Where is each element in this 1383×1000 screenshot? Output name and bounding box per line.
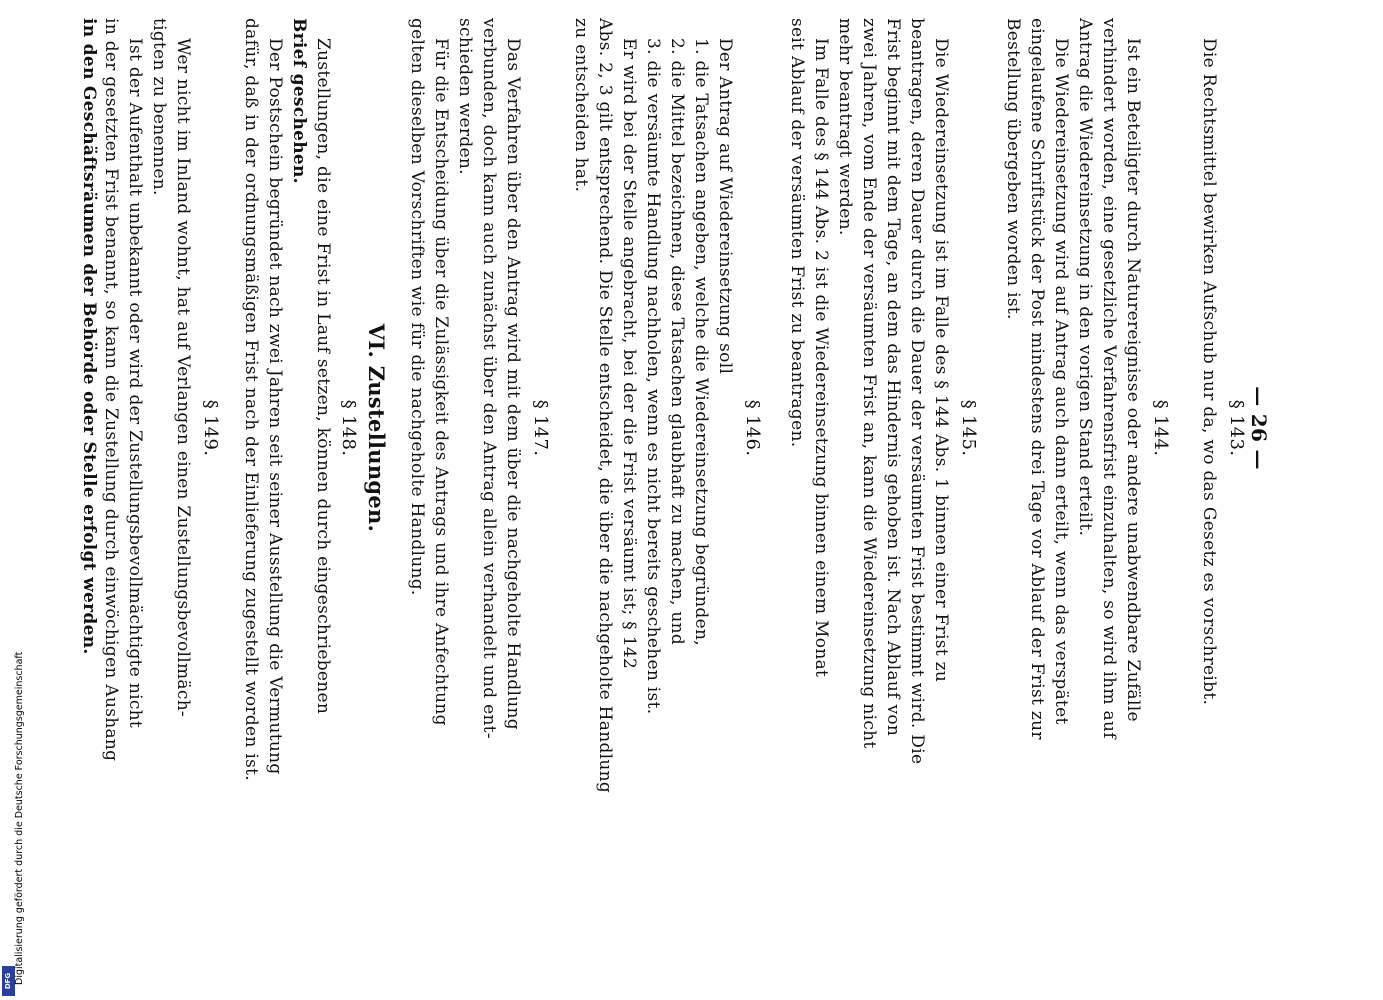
text-line: Abs. 2, 3 gilt entsprechend. Die Stelle entscheidet, die über die nachgeholte Handlung	[595, 18, 615, 794]
text-line: Zustellungen, die eine Frist in Lauf setzen, können durch eingeschriebenen	[313, 38, 333, 715]
footer-credit: Digitalisierung gefördert durch die Deutsche Forschungsgemeinschaft	[14, 651, 25, 985]
section-heading: § 148.	[338, 399, 359, 457]
section-heading: § 143.	[1226, 399, 1247, 457]
text-line: verhindert worden, eine gesetzliche Verfahrensfrist einzuhalten, so wird ihm auf	[1099, 18, 1119, 739]
text-line: Die Wiedereinsetzung ist im Falle des § 144 Abs. 1 binnen einer Frist zu	[931, 38, 951, 683]
text-line: dafür, daß in der ordnungsmäßigen Frist nach der Einlieferung zugestellt worden ist.	[241, 18, 261, 781]
text-line: Bestellung übergeben worden ist.	[1003, 18, 1023, 320]
text-line: zu entscheiden hat.	[571, 18, 591, 193]
text-line: beantragen, deren Dauer durch die Dauer der versäumten Frist bestimmt wird. Die	[907, 18, 927, 765]
text-line: Der Antrag auf Wiedereinsetzung soll	[715, 38, 735, 375]
text-line: Ist ein Beteiligter durch Naturereignisse oder andere unabwendbare Zufälle	[1123, 38, 1143, 722]
text-line: mehr beantragt werden.	[835, 18, 855, 236]
text-line: Das Verfahren über den Antrag wird mit dem über die nachgeholte Handlung	[503, 38, 523, 730]
text-line: Die Wiedereinsetzung wird auf Antrag auch dann erteilt, wenn das verspätet	[1051, 38, 1071, 725]
text-line: Frist beginnt mit dem Tage, an dem das Hindernis gehoben ist. Nach Ablauf von	[883, 18, 903, 737]
section-heading: § 149.	[200, 399, 221, 457]
text-line: Für die Entscheidung über die Zulässigkeit des Antrags und ihre Anfechtung	[431, 38, 451, 726]
text-line: 3. die versäumte Handlung nachholen, wenn es nicht bereits geschehen ist.	[643, 38, 663, 715]
section-heading: § 144.	[1150, 399, 1171, 457]
text-line: Brief geschehen.	[289, 18, 309, 184]
text-line: in den Geschäftsräumen der Behörde oder Stelle erfolgt werden.	[79, 18, 99, 655]
text-line: schieden werden.	[455, 18, 475, 175]
text-line: Antrag die Wiedereinsetzung in den vorigen Stand erteilt.	[1075, 18, 1095, 537]
text-line: zwei Jahren, vom Ende der versäumten Frist an, kann die Wiedereinsetzung nicht	[859, 18, 879, 749]
text-line: verbunden, doch kann auch zunächst über den Antrag allein verhandelt und ent-	[479, 18, 499, 739]
text-line: 2. die Mittel bezeichnen, diese Tatsachen glaubhaft zu machen, und	[667, 38, 687, 646]
text-line: 1. die Tatsachen angeben, welche die Wiedereinsetzung begründen,	[691, 38, 711, 646]
text-line: seit Ablauf der versäumten Frist zu beantragen.	[787, 18, 807, 448]
text-line: eingelaufene Schriftstück der Post mindestens drei Tage vor Ablauf der Frist zur	[1027, 18, 1047, 740]
rotated-document-page	[79, 18, 1271, 978]
dfg-logo-text: DFG	[4, 972, 13, 990]
text-line: gelten dieselben Vorschriften wie für die nachgeholte Handlung.	[407, 18, 427, 596]
page-number: — 26 —	[1247, 386, 1271, 470]
text-line: Ist der Aufenthalt unbekannt oder wird der Zustellungsbevollmächtigte nicht	[125, 38, 145, 729]
chapter-heading: VI. Zustellungen.	[364, 323, 389, 533]
text-line: tigten zu benennen.	[149, 18, 169, 196]
text-line: Wer nicht im Inland wohnt, hat auf Verlangen einen Zustellungsbevollmäch-	[173, 38, 193, 717]
section-heading: § 146.	[742, 399, 763, 457]
text-line: Im Falle des § 144 Abs. 2 ist die Wiedereinsetzung binnen einem Monat	[811, 38, 831, 678]
text-line: Er wird bei der Stelle angebracht, bei der die Frist versäumt ist; § 142	[619, 38, 639, 670]
text-line: Der Postschein begründet nach zwei Jahren seit seiner Ausstellung die Vermutung	[265, 38, 285, 775]
section-heading: § 147.	[530, 399, 551, 457]
text-line: in der gesetzten Frist benannt, so kann die Zustellung durch einwöchigen Aushang	[101, 18, 121, 762]
text-line: Die Rechtsmittel bewirken Aufschub nur da, wo das Gesetz es vorschreibt.	[1199, 38, 1219, 706]
section-heading: § 145.	[958, 399, 979, 457]
